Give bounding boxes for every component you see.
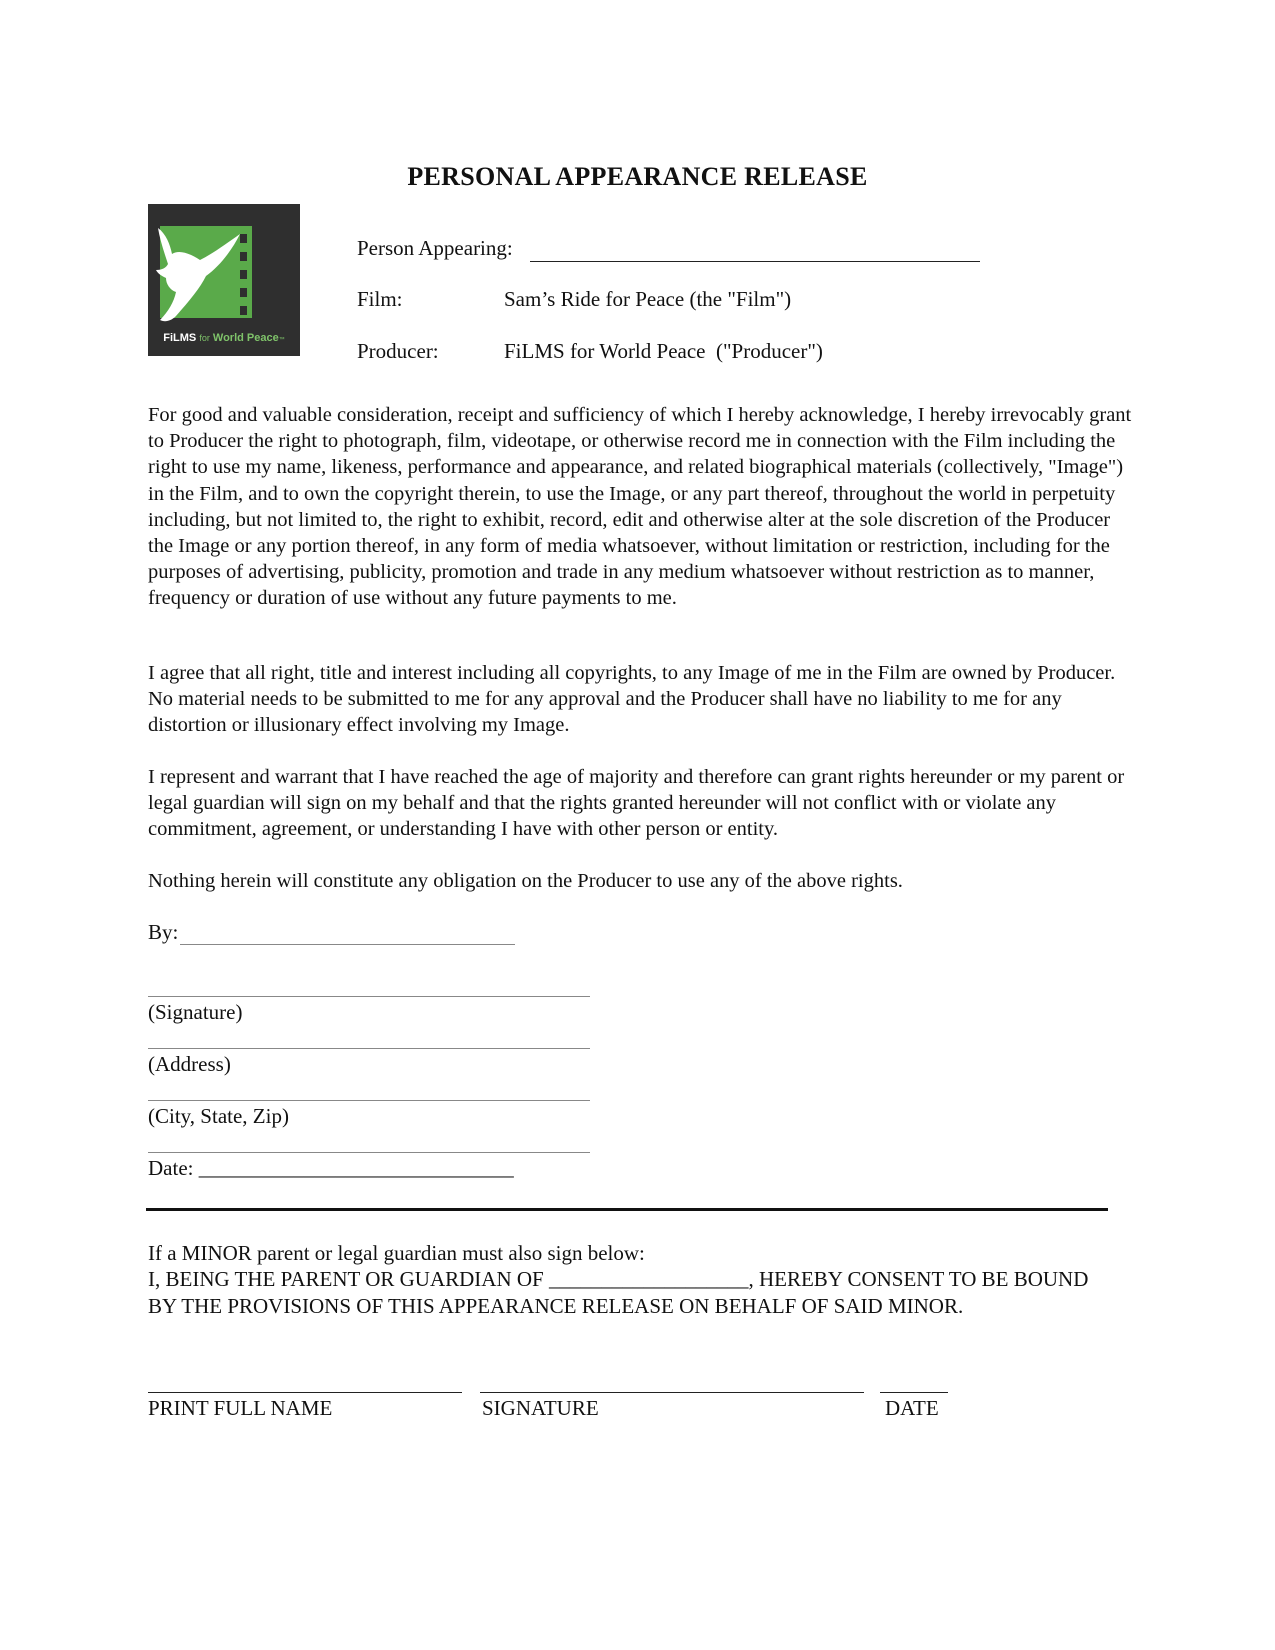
- address-line[interactable]: [148, 1048, 590, 1049]
- ownership-paragraph: I agree that all right, title and interest including all copyrights, to any Image of me in the Film are owned by Producer. No material needs to be submitted to me for any approval and the Producer shall have no liability to me for any distortion or illusionary effect involving my Image.: [148, 662, 1116, 737]
- city-state-zip-label: (City, State, Zip): [148, 1104, 289, 1128]
- grant-paragraph: For good and valuable consideration, receipt and sufficiency of which I hereby acknowledge, I hereby irrevocably grant to Producer the right to photograph, film, videotape, or otherwise record me in connection with the Film including the right to use my name, likeness, performance and appearance, and related biographical materials (collectively, "Image") in the Film, and to own the copyright therein, to use the Image, or any part thereof, throughout the world in perpetuity including, but not limited to, the right to exhibit, record, edit and otherwise alter at the sole discretion of the Producer the Image or any portion thereof, in any form of media whatsoever, without limitation or restriction, including for the purposes of advertising, publicity, promotion and trade in any medium whatsoever without restriction as to manner, frequency or duration of use without any future payments to me.: [148, 404, 1132, 610]
- person-appearing-field[interactable]: [530, 236, 980, 262]
- minor-consent: I, BEING THE PARENT OR GUARDIAN OF ___________________, HEREBY CONSENT TO BE BOUND BY THE PROVISIONS OF THIS APPEARANCE RELEASE ON BEHALF OF SAID MINOR.: [148, 1267, 1089, 1318]
- date-field[interactable]: Date: ______________________________: [148, 1156, 514, 1180]
- signature-label: (Signature): [148, 1000, 243, 1024]
- page-title: PERSONAL APPEARANCE RELEASE: [407, 162, 868, 191]
- producer-value: FiLMS for World Peace ("Producer"): [504, 339, 823, 363]
- print-full-name-label: PRINT FULL NAME: [148, 1396, 333, 1420]
- film-label: Film:: [357, 287, 403, 311]
- print-name-line[interactable]: [148, 1392, 462, 1393]
- section-divider: [146, 1208, 1108, 1211]
- guardian-signature-line[interactable]: [480, 1392, 864, 1393]
- warranty-paragraph: I represent and warrant that I have reached the age of majority and therefore can grant rights hereunder or my parent or legal guardian will sign on my behalf and that the rights granted hereunder will not conflict with or violate any commitment, agreement, or understanding I have with other person or entity.: [148, 766, 1125, 841]
- guardian-date-label: DATE: [885, 1396, 939, 1420]
- films-for-world-peace-logo: [148, 204, 300, 356]
- date-line-top: [148, 1152, 590, 1153]
- signature-line[interactable]: [148, 996, 590, 997]
- logo-wordmark: FiLMS for World Peace™: [163, 332, 285, 344]
- film-value: Sam’s Ride for Peace (the "Film"): [504, 287, 792, 311]
- by-label: By:: [148, 920, 179, 944]
- address-label: (Address): [148, 1052, 231, 1076]
- city-line[interactable]: [148, 1100, 590, 1101]
- producer-label: Producer:: [357, 339, 439, 363]
- guardian-date-line[interactable]: [880, 1392, 948, 1393]
- minor-intro: If a MINOR parent or legal guardian must also sign below:: [148, 1241, 645, 1265]
- by-line[interactable]: [180, 944, 515, 945]
- person-appearing-label: Person Appearing:: [357, 236, 513, 260]
- obligation-paragraph: Nothing herein will constitute any obligation on the Producer to use any of the above rights.: [148, 870, 903, 892]
- guardian-signature-label: SIGNATURE: [482, 1396, 599, 1420]
